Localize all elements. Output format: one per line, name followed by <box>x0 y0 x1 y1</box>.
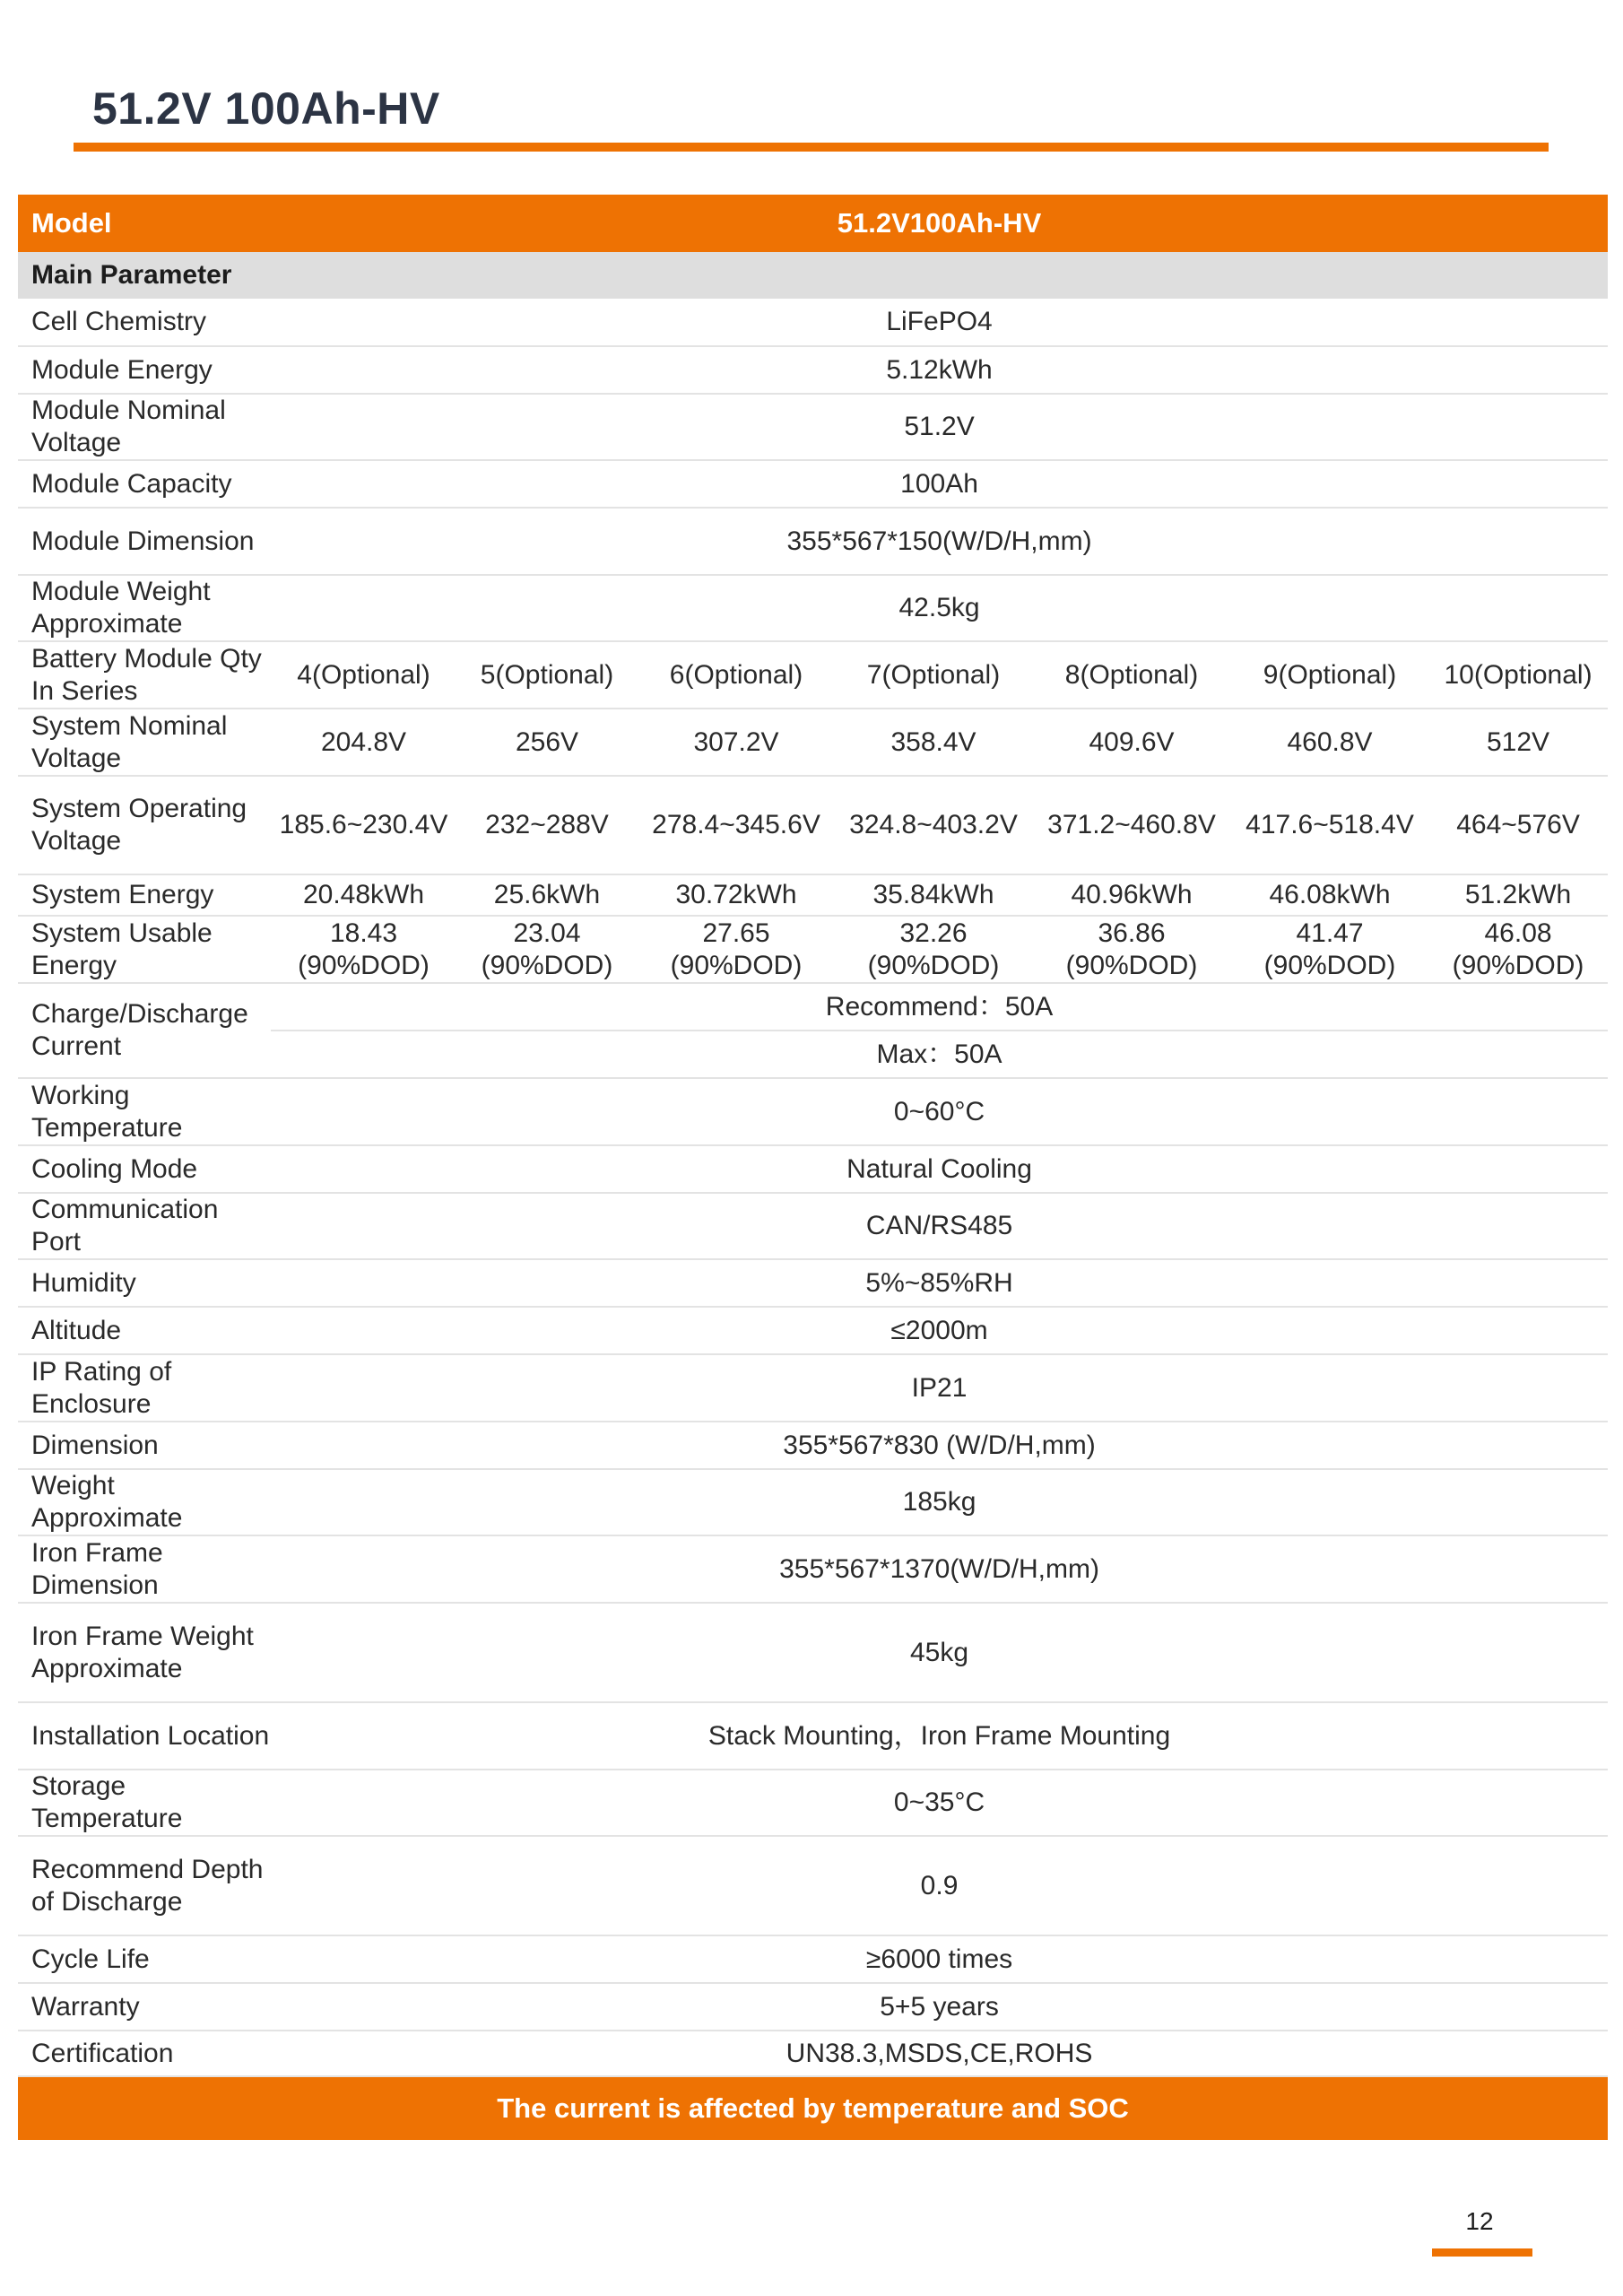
spec-value: UN38.3,MSDS,CE,ROHS <box>271 2031 1608 2076</box>
spec-value-option-2: 25.6kWh <box>456 874 638 916</box>
spec-value-option-6: 41.47 (90%DOD) <box>1231 916 1428 983</box>
spec-row-module-nominal-voltage <box>18 394 1608 460</box>
spec-value-option-4: 358.4V <box>835 709 1032 776</box>
spec-value-option-7: 10(Optional) <box>1428 641 1608 709</box>
spec-value: 42.5kg <box>271 575 1608 641</box>
spec-value: ≥6000 times <box>271 1935 1608 1983</box>
spec-row-storage-temperature <box>18 1770 1608 1836</box>
spec-value: 355*567*150(W/D/H,mm) <box>271 508 1608 575</box>
spec-value-option-7: 51.2kWh <box>1428 874 1608 916</box>
spec-value-option-1: 185.6~230.4V <box>271 776 456 874</box>
spec-value-option-1: 204.8V <box>271 709 456 776</box>
spec-row-system-usable-energy <box>18 916 1608 983</box>
spec-value-option-3: 278.4~345.6V <box>638 776 835 874</box>
spec-label: Cycle Life <box>18 1935 271 1983</box>
spec-value-option-2: 232~288V <box>456 776 638 874</box>
spec-value: 185kg <box>271 1469 1608 1535</box>
spec-value-option-2: 256V <box>456 709 638 776</box>
spec-value-option-5: 36.86 (90%DOD) <box>1032 916 1231 983</box>
spec-label: Module Nominal Voltage <box>18 394 271 460</box>
spec-row-system-nominal-voltage <box>18 709 1608 776</box>
spec-label: Cooling Mode <box>18 1145 271 1193</box>
spec-label: Module Energy <box>18 346 271 394</box>
spec-value-option-6: 46.08kWh <box>1231 874 1428 916</box>
spec-value-option-4: 32.26 (90%DOD) <box>835 916 1032 983</box>
spec-value-option-3: 30.72kWh <box>638 874 835 916</box>
spec-value-option-5: 409.6V <box>1032 709 1231 776</box>
spec-value-option-7: 512V <box>1428 709 1608 776</box>
spec-row-ip-rating-of-enclosure <box>18 1354 1608 1422</box>
spec-label: Communication Port <box>18 1193 271 1259</box>
spec-value: 355*567*830 (W/D/H,mm) <box>271 1422 1608 1469</box>
spec-row-cell-chemistry <box>18 299 1608 346</box>
spec-label: System Energy <box>18 874 271 916</box>
spec-value-option-3: 27.65 (90%DOD) <box>638 916 835 983</box>
spec-row-dimension <box>18 1422 1608 1469</box>
spec-row-battery-module-qty-in-series <box>18 641 1608 709</box>
spec-label: Dimension <box>18 1422 271 1469</box>
spec-row-iron-frame-dimension <box>18 1535 1608 1603</box>
spec-row-module-energy <box>18 346 1608 394</box>
spec-value: 51.2V <box>271 394 1608 460</box>
spec-value: 0~60°C <box>271 1078 1608 1145</box>
spec-row-working-temperature <box>18 1078 1608 1145</box>
spec-row-module-capacity <box>18 460 1608 508</box>
spec-table <box>18 195 1608 2140</box>
spec-label: Weight Approximate <box>18 1469 271 1535</box>
spec-label: Module Weight Approximate <box>18 575 271 641</box>
spec-row-module-weight-approximate <box>18 575 1608 641</box>
spec-label: Installation Location <box>18 1702 271 1770</box>
spec-value: 45kg <box>271 1603 1608 1702</box>
spec-label: Certification <box>18 2031 271 2076</box>
spec-label: System Operating Voltage <box>18 776 271 874</box>
spec-row-charge-discharge-current <box>18 983 1608 1031</box>
spec-value-option-1: 4(Optional) <box>271 641 456 709</box>
spec-value-option-7: 46.08 (90%DOD) <box>1428 916 1608 983</box>
footer-note: The current is affected by temperature and SOC <box>18 2076 1608 2140</box>
spec-value-option-3: 307.2V <box>638 709 835 776</box>
spec-value: 0.9 <box>271 1836 1608 1935</box>
section-header-row <box>18 252 1608 299</box>
spec-row-weight-approximate <box>18 1469 1608 1535</box>
spec-value-option-2: 23.04 (90%DOD) <box>456 916 638 983</box>
spec-value-option-6: 417.6~518.4V <box>1231 776 1428 874</box>
spec-row-recommend-depth-of-discharge <box>18 1836 1608 1935</box>
spec-value-option-4: 7(Optional) <box>835 641 1032 709</box>
spec-value-option-5: 8(Optional) <box>1032 641 1231 709</box>
spec-label: Working Temperature <box>18 1078 271 1145</box>
spec-value: 0~35°C <box>271 1770 1608 1836</box>
spec-row-module-dimension <box>18 508 1608 575</box>
spec-row-installation-location <box>18 1702 1608 1770</box>
title-underline <box>74 143 1549 152</box>
spec-value: CAN/RS485 <box>271 1193 1608 1259</box>
spec-value: Stack Mounting，Iron Frame Mounting <box>271 1702 1608 1770</box>
model-label: Model <box>18 195 271 252</box>
model-header-row <box>18 195 1608 252</box>
spec-label: Battery Module Qty In Series <box>18 641 271 709</box>
spec-row-altitude <box>18 1307 1608 1354</box>
page-number-underline <box>1432 2248 1532 2257</box>
spec-value-option-6: 460.8V <box>1231 709 1428 776</box>
spec-value: LiFePO4 <box>271 299 1608 346</box>
spec-label: IP Rating of Enclosure <box>18 1354 271 1422</box>
spec-value-option-1: 18.43 (90%DOD) <box>271 916 456 983</box>
spec-value: ≤2000m <box>271 1307 1608 1354</box>
spec-row-iron-frame-weight-approximate <box>18 1603 1608 1702</box>
spec-label: Humidity <box>18 1259 271 1307</box>
page-number: 12 <box>1465 2207 1494 2235</box>
spec-value-option-4: 35.84kWh <box>835 874 1032 916</box>
spec-row-system-energy <box>18 874 1608 916</box>
spec-value-option-6: 9(Optional) <box>1231 641 1428 709</box>
spec-row-cooling-mode <box>18 1145 1608 1193</box>
spec-value-option-2: 5(Optional) <box>456 641 638 709</box>
spec-value: 100Ah <box>271 460 1608 508</box>
spec-value: IP21 <box>271 1354 1608 1422</box>
spec-label: Storage Temperature <box>18 1770 271 1836</box>
footer-note-row <box>18 2076 1608 2140</box>
charge-max-value: Max：50A <box>271 1031 1608 1078</box>
spec-value-option-5: 371.2~460.8V <box>1032 776 1231 874</box>
spec-value-option-1: 20.48kWh <box>271 874 456 916</box>
spec-value-option-3: 6(Optional) <box>638 641 835 709</box>
spec-label: System Usable Energy <box>18 916 271 983</box>
charge-recommend-value: Recommend：50A <box>271 983 1608 1031</box>
spec-label: System Nominal Voltage <box>18 709 271 776</box>
spec-row-humidity <box>18 1259 1608 1307</box>
spec-row-certification <box>18 2031 1608 2076</box>
spec-row-warranty <box>18 1983 1608 2031</box>
spec-value: 5%~85%RH <box>271 1259 1608 1307</box>
spec-label: Iron Frame Weight Approximate <box>18 1603 271 1702</box>
model-value: 51.2V100Ah-HV <box>271 195 1608 252</box>
spec-label: Iron Frame Dimension <box>18 1535 271 1603</box>
spec-value: 5.12kWh <box>271 346 1608 394</box>
spec-row-system-operating-voltage <box>18 776 1608 874</box>
spec-row-communication-port <box>18 1193 1608 1259</box>
spec-label: Altitude <box>18 1307 271 1354</box>
spec-value: 355*567*1370(W/D/H,mm) <box>271 1535 1608 1603</box>
spec-value: 5+5 years <box>271 1983 1608 2031</box>
spec-row-cycle-life <box>18 1935 1608 1983</box>
spec-label: Charge/Discharge Current <box>18 983 271 1078</box>
spec-label: Recommend Depth of Discharge <box>18 1836 271 1935</box>
section-title: Main Parameter <box>18 252 1608 299</box>
spec-label: Module Capacity <box>18 460 271 508</box>
spec-label: Cell Chemistry <box>18 299 271 346</box>
page-title: 51.2V 100Ah-HV <box>92 83 440 134</box>
spec-value-option-7: 464~576V <box>1428 776 1608 874</box>
spec-label: Warranty <box>18 1983 271 2031</box>
spec-label: Module Dimension <box>18 508 271 575</box>
spec-value: Natural Cooling <box>271 1145 1608 1193</box>
spec-value-option-5: 40.96kWh <box>1032 874 1231 916</box>
spec-value-option-4: 324.8~403.2V <box>835 776 1032 874</box>
